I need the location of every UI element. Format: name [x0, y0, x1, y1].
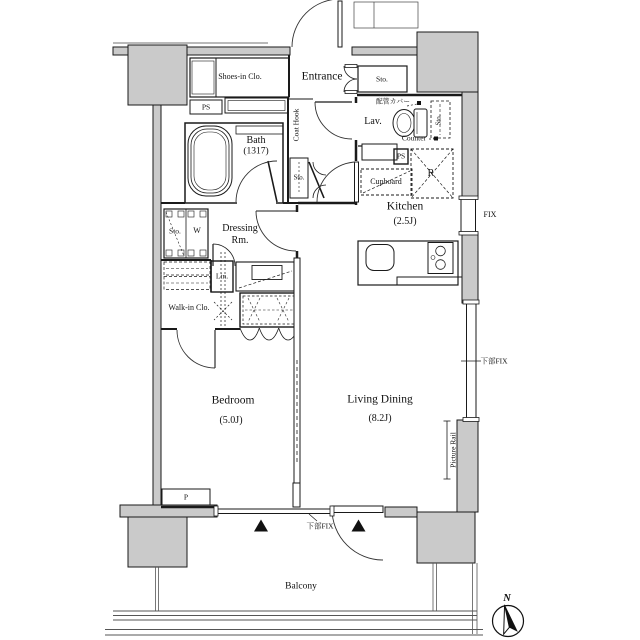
- label-lav: Lav.: [364, 116, 382, 127]
- wall-top-right-band: [352, 47, 418, 55]
- label-linen: Lin.: [215, 271, 229, 281]
- closet-passage-marks: [214, 252, 232, 328]
- kitchen-counter: [358, 241, 462, 285]
- label-bath-size: (1317): [243, 146, 269, 157]
- label-north: N: [503, 592, 511, 604]
- stove-icon: [428, 243, 453, 274]
- trifold-doors: [240, 328, 298, 340]
- label-coat-hook: Coat Hook: [291, 108, 301, 142]
- label-sto-lav: Sto.: [435, 114, 443, 126]
- bedroom-closet: [240, 293, 298, 340]
- label-sto-entrance: Sto.: [376, 74, 388, 84]
- block-top-right: [417, 32, 478, 92]
- label-lower-fix-bottom: 下部FIX: [306, 521, 334, 531]
- column-bottom-left: [128, 517, 187, 567]
- linen-closet: [211, 244, 235, 292]
- partition-bedroom-ld: [293, 258, 300, 507]
- lower-fix-bottom-leader: [309, 514, 317, 521]
- column-bottom-right: [417, 512, 475, 563]
- bath-shelf: [236, 126, 283, 134]
- label-dressing-1: Dressing: [222, 223, 258, 234]
- triangle-marker: [352, 520, 366, 532]
- label-pipe-shaft: P: [183, 492, 189, 502]
- label-living-dining: Living Dining: [347, 393, 413, 406]
- label-fix: FIX: [483, 210, 497, 219]
- label-dressing-2: Rm.: [231, 235, 249, 246]
- balcony-railing: [105, 563, 483, 635]
- label-counter: Counter: [401, 133, 427, 143]
- storage-hall-door-leaf: [309, 162, 324, 198]
- label-cupboard: Cupboard: [370, 177, 402, 186]
- doors: [177, 0, 383, 560]
- vanity-counter: [236, 262, 294, 291]
- lavatory: [362, 98, 450, 160]
- label-entrance: Entrance: [301, 70, 343, 83]
- bathtub-icon: [188, 126, 232, 196]
- label-bedroom: Bedroom: [211, 394, 255, 407]
- entrance-door: [292, 0, 342, 47]
- wall-right-c: [457, 420, 478, 512]
- vanity: [362, 144, 397, 160]
- label-ps-kitchen: PS: [396, 151, 406, 161]
- label-balcony: Balcony: [285, 581, 317, 592]
- lav-door: [315, 102, 352, 139]
- label-living-size: (8.2J): [368, 413, 392, 424]
- label-sto-dressing: Sto.: [169, 226, 181, 236]
- sliding-door-handle: [293, 483, 300, 507]
- bedroom-door: [177, 330, 215, 368]
- label-kitchen-size: (2.5J): [393, 216, 417, 227]
- compass-icon: [493, 603, 524, 636]
- label-pipe-cover: 配管カバー: [376, 98, 410, 106]
- counter-pointer: [429, 137, 438, 141]
- window-lower-fix-bottom: [214, 506, 334, 521]
- sink-icon: [366, 245, 394, 271]
- label-ps-upper: PS: [201, 102, 211, 112]
- walk-in-closet: [164, 252, 232, 328]
- label-walk-in-clo: Walk-in Clo.: [168, 303, 210, 312]
- bath-door: [236, 161, 277, 202]
- window-lower-fix-right: [461, 300, 481, 422]
- label-picture-rail: Picture Rail: [448, 432, 458, 468]
- wall-left: [153, 105, 161, 508]
- label-shoes-in-clo: Shoes-in Clo.: [218, 72, 262, 81]
- label-sto-hall: Sto.: [293, 174, 305, 182]
- wall-right-a: [462, 92, 478, 198]
- label-washer: W: [193, 226, 201, 235]
- balcony-door: [332, 506, 383, 560]
- top-structures: [113, 2, 418, 43]
- windows: [211, 196, 481, 521]
- label-kitchen: Kitchen: [386, 200, 424, 213]
- dressing-door: [256, 211, 296, 251]
- label-bedroom-size: (5.0J): [219, 415, 243, 426]
- wall-right-b: [462, 233, 478, 303]
- label-lower-fix-right: 下部FIX: [480, 356, 508, 366]
- label-bath: Bath: [246, 135, 266, 146]
- triangle-marker: [254, 520, 268, 532]
- entrance-bench: [225, 98, 288, 113]
- window-fix-right: [459, 196, 478, 235]
- wall-bottom-right-band: [385, 507, 417, 517]
- label-refrigerator: R: [427, 168, 435, 179]
- column-top-left: [128, 45, 187, 105]
